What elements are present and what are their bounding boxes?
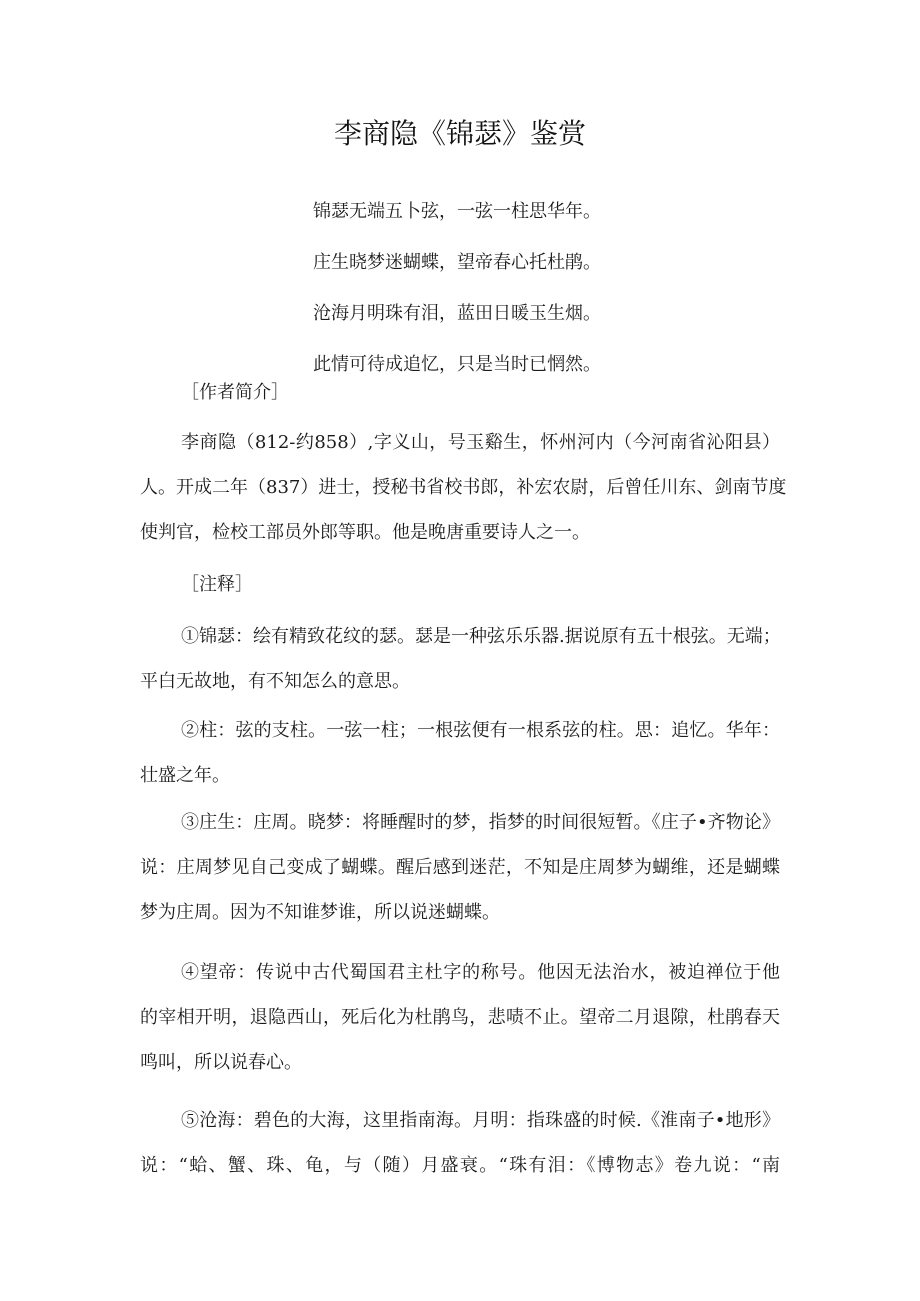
poem-line: 锦瑟无端五卜弦，一弦一柱思华年。 bbox=[313, 201, 601, 222]
paragraph-line: 壮盛之年。 bbox=[140, 765, 230, 786]
note-4-paragraph bbox=[140, 950, 780, 1085]
paragraph-line: 鸣叫，所以说春心。 bbox=[140, 1052, 302, 1073]
paragraph-line: 说：“蛤、蟹、珠、龟，与（随）月盛衰。“珠有泪：《博物志》卷九说：“南 bbox=[140, 1155, 780, 1176]
poem-block bbox=[313, 186, 601, 390]
paragraph-line: 说：庄周梦见自己变成了蝴蝶。醒后感到迷茫，不知是庄周梦为蝴维，还是蝴蝶 bbox=[140, 857, 780, 878]
paragraph-line: 的宰相开明，退隐西山，死后化为杜鹃鸟，悲啧不止。望帝二月退隙，杜鹃春天 bbox=[140, 1007, 780, 1028]
paragraph-line: 李商隐（812-约858）,字义山，号玉谿生，怀州河内（今河南省沁阳县） bbox=[181, 432, 780, 453]
document-title: 李商隐《锦瑟》鉴赏 bbox=[333, 117, 586, 150]
note-1-paragraph bbox=[140, 614, 780, 704]
paragraph-line: ②柱：弦的支柱。一弦一柱；一根弦便有一根系弦的柱。思：追忆。华年： bbox=[181, 720, 780, 741]
poem-line: 庄生晓梦迷蝴蝶，望帝春心托杜鹃。 bbox=[313, 252, 601, 273]
paragraph-line: ③庄生：庄周。晓梦：将睡醒时的梦，指梦的时间很短暂。《庄子•齐物论》 bbox=[181, 812, 780, 833]
paragraph-line: 使判官，检校工部员外郎等职。他是晚唐重要诗人之一。 bbox=[140, 522, 590, 543]
author-intro-paragraph bbox=[140, 420, 787, 555]
note-2-paragraph bbox=[140, 708, 780, 798]
note-3-paragraph bbox=[140, 800, 780, 935]
paragraph-line: 人。开成二年（837）进士，授秘书省校书郎，补宏农尉，后曾任川东、剑南节度 bbox=[140, 477, 787, 498]
paragraph-line: 梦为庄周。因为不知谁梦谁，所以说迷蝴蝶。 bbox=[140, 902, 500, 923]
poem-line: 沧海月明珠有泪，蓝田日暖玉生烟。 bbox=[313, 303, 601, 324]
paragraph-line: 平白无故地，有不知怎么的意思。 bbox=[140, 671, 410, 692]
author-section-heading: ［作者简介］ bbox=[181, 382, 289, 403]
paragraph-line: ⑤沧海：碧色的大海，这里指南海。月明：指珠盛的时候.《淮南子•地形》 bbox=[181, 1110, 780, 1131]
paragraph-line: ④望帝：传说中古代蜀国君主杜字的称号。他因无法治水，被迫禅位于他 bbox=[181, 962, 780, 983]
paragraph-line: ①锦瑟：绘有精致花纹的瑟。瑟是一种弦乐乐器.据说原有五十根弦。无端； bbox=[181, 626, 781, 647]
poem-line: 此情可待成追忆，只是当时已惘然。 bbox=[313, 354, 601, 375]
notes-section-heading: ［注释］ bbox=[181, 574, 253, 595]
note-5-paragraph bbox=[140, 1098, 780, 1188]
